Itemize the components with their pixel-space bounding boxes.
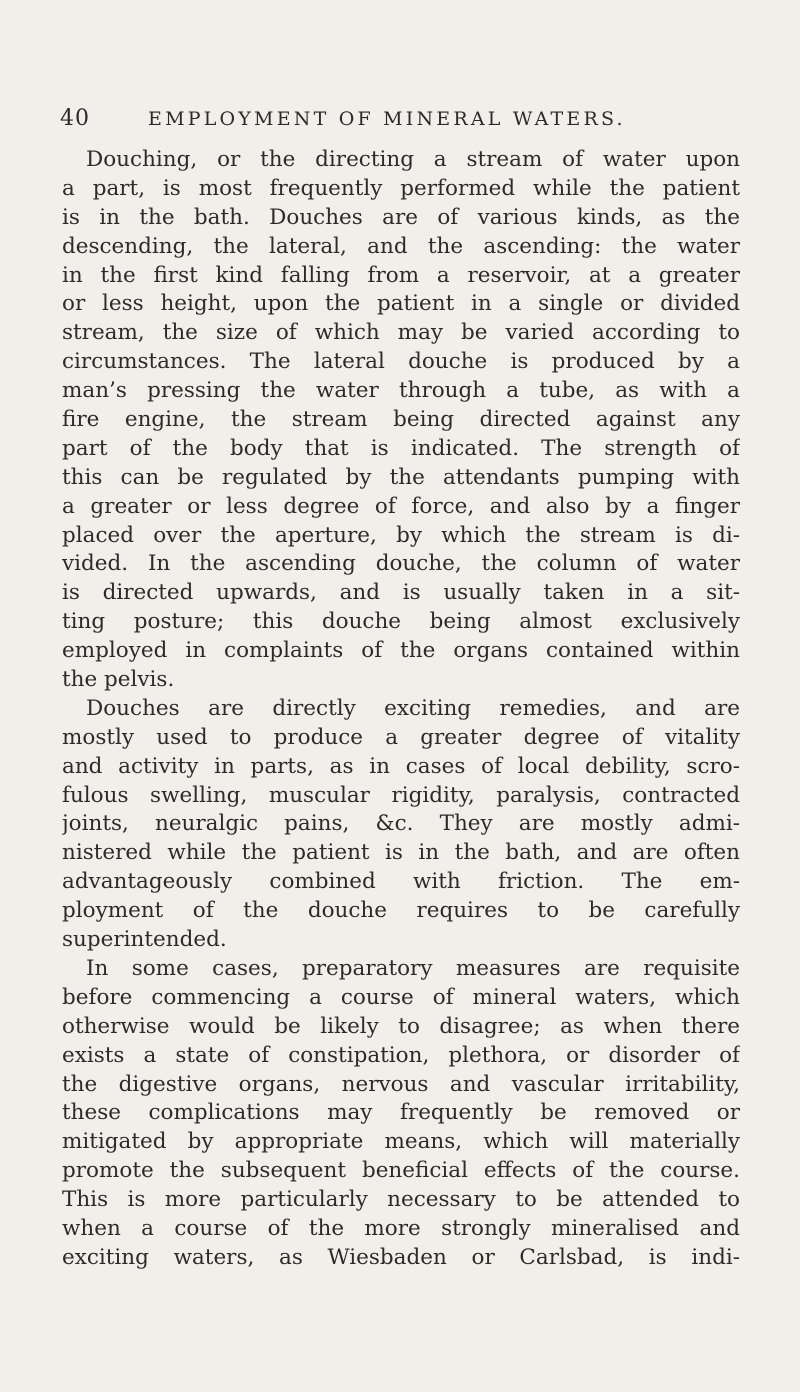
text-line: a part, is most frequently performed while the patient bbox=[62, 175, 740, 201]
text-line: Douches are directly exciting remedies, and are bbox=[86, 695, 740, 721]
page-number: 40 bbox=[60, 106, 90, 131]
text-line: otherwise would be likely to disagree; as when there bbox=[62, 1013, 740, 1039]
text-line: this can be regulated by the attendants pumping with bbox=[62, 464, 740, 490]
text-line: these complications may frequently be removed or bbox=[62, 1100, 740, 1126]
text-line: exists a state of constipation, plethora, or disorder of bbox=[62, 1042, 740, 1068]
text-line: nistered while the patient is in the bath, and are often bbox=[62, 840, 740, 866]
text-line: ting posture; this douche being almost exclusively bbox=[62, 609, 740, 635]
page-header bbox=[60, 106, 740, 136]
text-line: ployment of the douche requires to be carefully bbox=[62, 898, 740, 924]
text-line: the digestive organs, nervous and vascular irritability, bbox=[62, 1071, 740, 1097]
text-line: man’s pressing the water through a tube, as with a bbox=[62, 378, 740, 404]
text-line: when a course of the more strongly mineralised and bbox=[62, 1215, 740, 1241]
text-line: mostly used to produce a greater degree of vitality bbox=[62, 724, 740, 750]
text-line: vided. In the ascending douche, the column of water bbox=[62, 551, 740, 577]
text-line: promote the subsequent beneficial effects of the course. bbox=[62, 1158, 740, 1184]
text-line: In some cases, preparatory measures are requisite bbox=[86, 955, 740, 981]
text-line: joints, neuralgic pains, &c. They are mostly admi- bbox=[62, 811, 740, 837]
text-line: the pelvis. bbox=[62, 667, 175, 693]
text-line: mitigated by appropriate means, which will materially bbox=[62, 1129, 740, 1155]
text-line: employed in complaints of the organs contained within bbox=[62, 638, 740, 664]
text-line: fire engine, the stream being directed against any bbox=[62, 407, 740, 433]
text-line: This is more particularly necessary to be attended to bbox=[62, 1187, 740, 1213]
text-line: Douching, or the directing a stream of water upon bbox=[86, 147, 740, 172]
text-line: descending, the lateral, and the ascending: the water bbox=[62, 233, 740, 259]
text-line: is in the bath. Douches are of various kinds, as the bbox=[62, 204, 740, 230]
text-line: placed over the aperture, by which the stream is di- bbox=[62, 522, 740, 548]
text-line: in the first kind falling from a reservoir, at a greater bbox=[62, 262, 740, 288]
running-title: EMPLOYMENT OF MINERAL WATERS. bbox=[148, 108, 626, 130]
text-line: superintended. bbox=[62, 927, 227, 953]
text-line: or less height, upon the patient in a single or divided bbox=[62, 291, 740, 317]
text-line: stream, the size of which may be varied according to bbox=[62, 320, 740, 346]
text-line: is directed upwards, and is usually taken in a sit- bbox=[62, 580, 740, 606]
text-line: exciting waters, as Wiesbaden or Carlsbad, is indi- bbox=[62, 1244, 740, 1270]
text-line: and activity in parts, as in cases of local debility, scro- bbox=[62, 753, 740, 779]
body-text bbox=[62, 146, 740, 1273]
text-line: a greater or less degree of force, and also by a finger bbox=[62, 493, 740, 519]
text-line: before commencing a course of mineral waters, which bbox=[62, 984, 740, 1010]
text-line: part of the body that is indicated. The strength of bbox=[62, 435, 740, 461]
text-line: fulous swelling, muscular rigidity, paralysis, contracted bbox=[62, 782, 740, 808]
text-line: circumstances. The lateral douche is produced by a bbox=[62, 349, 740, 375]
text-line: advantageously combined with friction. The em- bbox=[62, 869, 740, 895]
